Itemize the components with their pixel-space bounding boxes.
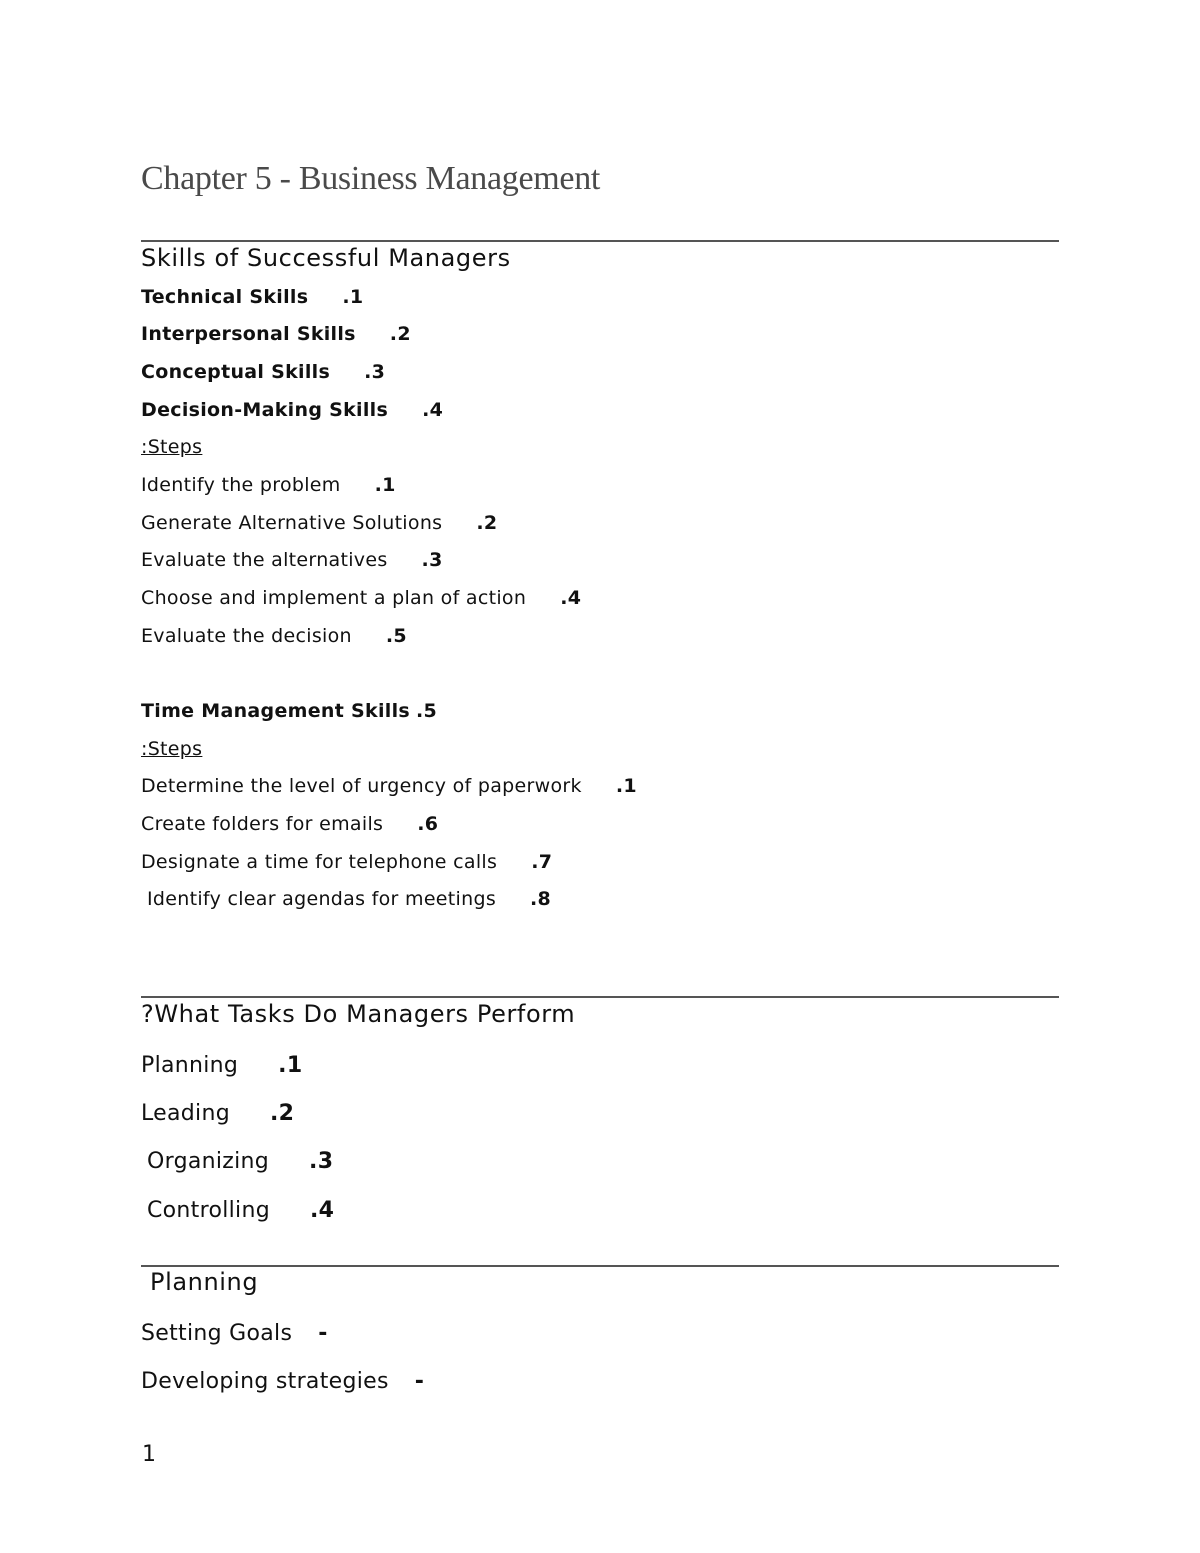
step-label: Evaluate the alternatives	[141, 549, 388, 571]
task-item	[147, 1197, 334, 1225]
skill-item	[141, 360, 385, 384]
planning-item	[141, 1368, 424, 1396]
task-number: .4	[309, 1198, 335, 1223]
step-number: .8	[530, 888, 552, 910]
step-item	[141, 774, 637, 798]
skill-label: Interpersonal Skills	[141, 323, 356, 345]
step-number: .3	[421, 549, 443, 571]
skill-label: Decision-Making Skills	[141, 399, 389, 421]
planning-item	[141, 1320, 328, 1348]
planning-bullet: -	[318, 1321, 328, 1346]
step-number: .4	[560, 587, 582, 609]
task-item	[141, 1052, 302, 1080]
step-item	[141, 850, 552, 874]
skill-number: .4	[422, 399, 444, 421]
section-divider	[141, 996, 1059, 998]
steps-label: :Steps	[141, 738, 203, 760]
task-label: Organizing	[147, 1149, 270, 1174]
skill-item	[141, 398, 443, 422]
section-heading-tasks: ?What Tasks Do Managers Perform	[141, 1000, 576, 1028]
task-number: .1	[278, 1053, 303, 1078]
step-number: .2	[476, 512, 498, 534]
task-label: Leading	[141, 1101, 230, 1126]
skill-label: Time Management Skills	[141, 700, 411, 722]
step-number: .1	[374, 474, 396, 496]
planning-bullet: -	[414, 1369, 425, 1394]
step-label: Designate a time for telephone calls	[141, 851, 498, 873]
planning-label: Developing strategies	[141, 1369, 389, 1394]
skill-label: Technical Skills	[141, 286, 309, 308]
skill-number: .3	[364, 361, 386, 383]
step-item	[141, 812, 438, 836]
step-label: Choose and implement a plan of action	[141, 587, 527, 609]
step-label: Identify clear agendas for meetings	[147, 888, 497, 910]
task-label: Planning	[141, 1053, 239, 1078]
task-item	[141, 1100, 294, 1128]
step-item	[141, 624, 407, 648]
skill-item	[141, 285, 363, 309]
step-label: Generate Alternative Solutions	[141, 512, 443, 534]
task-label: Controlling	[147, 1198, 270, 1223]
chapter-title: Chapter 5 - Business Management	[141, 160, 601, 197]
skill-number: .2	[389, 323, 411, 345]
skill-number: .5	[416, 700, 438, 722]
step-number: .1	[615, 775, 637, 797]
skill-item-time-management	[141, 699, 437, 723]
step-item	[141, 586, 581, 610]
step-label: Evaluate the decision	[141, 625, 352, 647]
skill-number: .1	[342, 286, 364, 308]
step-item	[141, 473, 396, 497]
step-item	[141, 548, 443, 572]
section-divider	[141, 240, 1059, 242]
page-number: 1	[142, 1442, 156, 1467]
planning-label: Setting Goals	[141, 1321, 293, 1346]
step-label: Determine the level of urgency of paperwork	[141, 775, 582, 797]
step-item	[141, 511, 497, 535]
section-heading-skills: Skills of Successful Managers	[141, 244, 511, 272]
task-number: .2	[269, 1101, 295, 1126]
step-item	[147, 887, 551, 911]
section-divider	[141, 1265, 1059, 1267]
skill-item	[141, 322, 411, 346]
step-number: .6	[417, 813, 439, 835]
step-label: Create folders for emails	[141, 813, 384, 835]
section-heading-planning: Planning	[150, 1268, 259, 1296]
task-number: .3	[309, 1149, 334, 1174]
step-number: .5	[385, 625, 407, 647]
step-label: Identify the problem	[141, 474, 341, 496]
steps-label: :Steps	[141, 436, 203, 458]
skill-label: Conceptual Skills	[141, 361, 331, 383]
task-item	[147, 1148, 333, 1176]
step-number: .7	[531, 851, 553, 873]
